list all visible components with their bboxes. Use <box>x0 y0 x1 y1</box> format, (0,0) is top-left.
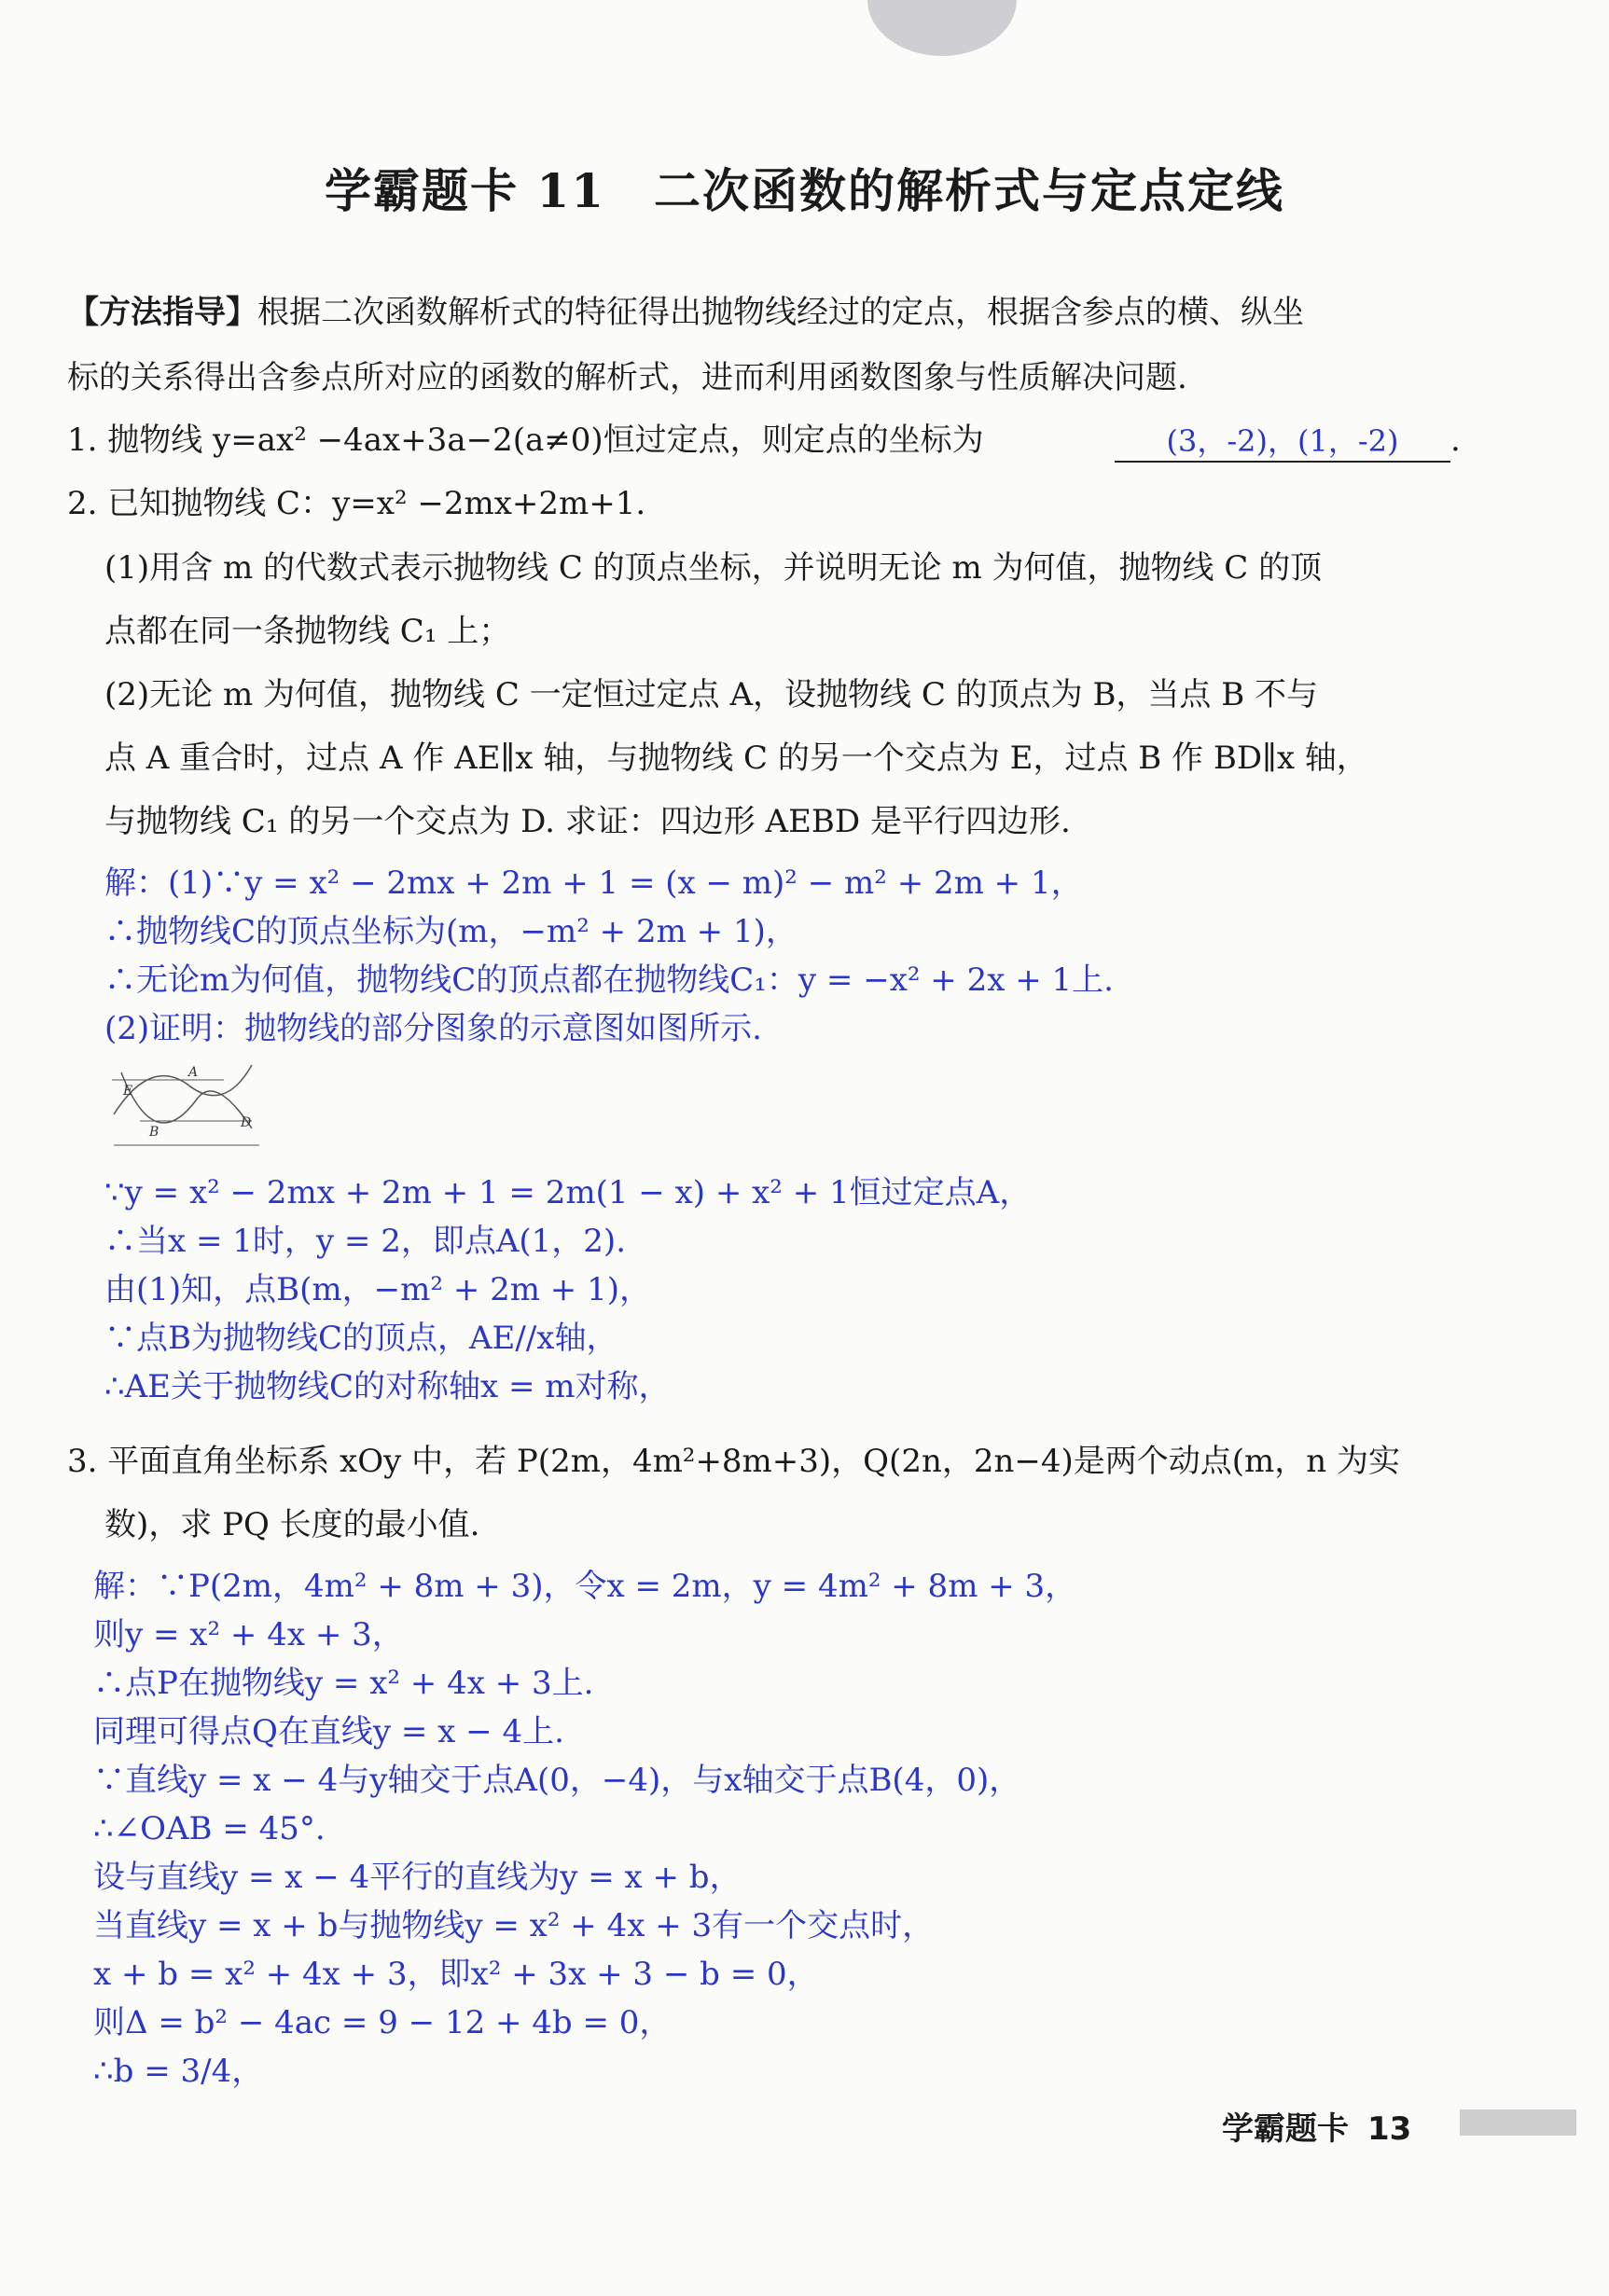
solution-2-line: ∴无论m为何值，抛物线C的顶点都在抛物线C₁：y = −x² + 2x + 1上. <box>104 961 1114 999</box>
question-2-part2-line3: 与抛物线 C₁ 的另一个交点为 D. 求证：四边形 AEBD 是平行四边形. <box>104 803 1071 840</box>
q1-answer: (3，-2)，(1，-2) <box>1166 423 1399 459</box>
parabola-curve-c <box>121 1072 252 1128</box>
footer-label: 学霸题卡 <box>1222 2110 1349 2148</box>
solution-3-line: ∵直线y = x − 4与y轴交于点A(0，−4)，与x轴交于点B(4，0)， <box>93 1762 1021 1799</box>
solution-3-line: x + b = x² + 4x + 3，即x² + 3x + 3 − b = 0， <box>93 1956 819 1993</box>
solution-2-line: (2)证明：抛物线的部分图象的示意图如图所示. <box>104 1010 762 1047</box>
solution-3-line: ∴∠OAB = 45°. <box>93 1810 326 1847</box>
page-tab-decoration <box>867 0 1017 56</box>
solution-2b-line: 由(1)知，点B(m，−m² + 2m + 1)， <box>104 1271 651 1308</box>
method-guide-line2: 标的关系得出含参点所对应的函数的解析式，进而利用函数图象与性质解决问题. <box>67 359 1187 396</box>
q1-answer-blank <box>1115 423 1450 463</box>
question-3-line2: 数)，求 PQ 长度的最小值. <box>104 1506 480 1543</box>
method-guide-line1 <box>67 294 1304 331</box>
solution-3-line: ∴点P在抛物线y = x² + 4x + 3上. <box>93 1665 594 1702</box>
question-2-stem: 2. 已知抛物线 C：y=x² −2mx+2m+1. <box>67 485 646 522</box>
question-3-line1: 3. 平面直角坐标系 xOy 中，若 P(2m，4m²+8m+3)，Q(2n，2n−4)是两个动点(m，n 为实 <box>67 1443 1400 1480</box>
solution-2-line: ∴抛物线C的顶点坐标为(m，−m² + 2m + 1)， <box>104 913 798 950</box>
page-title: 学霸题卡 11 二次函数的解析式与定点定线 <box>325 163 1284 218</box>
question-2-part2-line1: (2)无论 m 为何值，抛物线 C 一定恒过定点 A，设抛物线 C 的顶点为 B，当点 B 不与 <box>104 676 1319 713</box>
question-2-part1-line1: (1)用含 m 的代数式表示抛物线 C 的顶点坐标，并说明无论 m 为何值，抛物线 C 的顶 <box>104 549 1323 587</box>
solution-2b-line: ∴当x = 1时，y = 2，即点A(1，2). <box>104 1223 627 1260</box>
label-e: E <box>123 1084 133 1099</box>
solution-2b-line: ∴AE关于抛物线C的对称轴x = m对称， <box>104 1368 671 1405</box>
question-2-part1-line2: 点都在同一条抛物线 C₁ 上； <box>104 613 511 650</box>
solution-3-line: ∴b = 3/4， <box>93 2053 264 2090</box>
solution-2b-line: ∵y = x² − 2mx + 2m + 1 = 2m(1 − x) + x² + 1恒过定点A， <box>104 1174 1032 1211</box>
solution-3-line: 则y = x² + 4x + 3， <box>93 1616 404 1653</box>
label-b: B <box>149 1125 160 1140</box>
solution-3-line: 设与直线y = x − 4平行的直线为y = x + b， <box>93 1859 742 1896</box>
page-number: 13 <box>1367 2110 1412 2148</box>
solution-2-line: 解：(1)∵y = x² − 2mx + 2m + 1 = (x − m)² − m² + 2m + 1， <box>104 864 1083 902</box>
solution-3-line: 则Δ = b² − 4ac = 9 − 12 + 4b = 0， <box>93 2004 672 2041</box>
solution-3-line: 同理可得点Q在直线y = x − 4上. <box>93 1713 564 1750</box>
solution-3-line: 当直线y = x + b与抛物线y = x² + 4x + 3有一个交点时， <box>93 1907 935 1944</box>
footer-decoration-bar <box>1460 2109 1576 2136</box>
parabola-curve-c1 <box>114 1065 252 1114</box>
solution-3-line: 解：∵P(2m，4m² + 8m + 3)，令x = 2m，y = 4m² + 8m + 3， <box>93 1568 1077 1605</box>
solution-2b-line: ∵点B为抛物线C的顶点，AE//x轴， <box>104 1320 618 1357</box>
label-d: D <box>241 1115 252 1130</box>
method-tag: 【方法指导】 <box>67 294 257 331</box>
label-a: A <box>188 1065 199 1080</box>
method-text-1: 根据二次函数解析式的特征得出抛物线经过的定点，根据含参点的横、纵坐 <box>257 294 1304 331</box>
question-2-part2-line2: 点 A 重合时，过点 A 作 AE∥x 轴，与抛物线 C 的另一个交点为 E，过点 B 作 BD∥x 轴， <box>104 740 1368 777</box>
question-1: 1. 抛物线 y=ax² −4ax+3a−2(a≠0)恒过定点，则定点的坐标为 <box>67 422 984 459</box>
q1-period: . <box>1450 422 1461 459</box>
footer <box>1222 2103 1411 2149</box>
parabola-sketch-figure <box>112 1063 261 1147</box>
